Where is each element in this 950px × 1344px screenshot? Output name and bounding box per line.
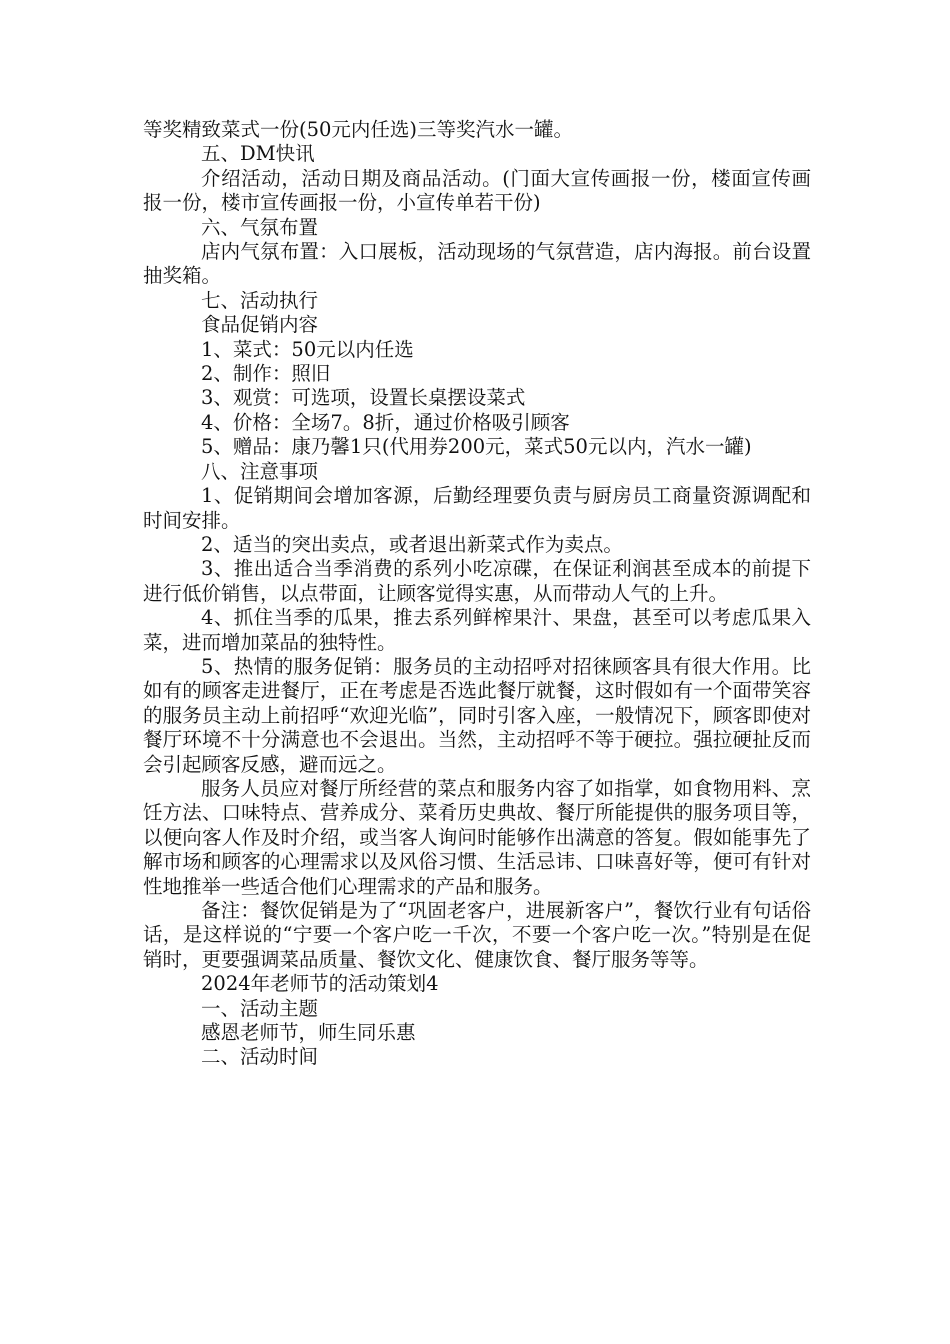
paragraph: 等奖精致菜式一份(50元内任选)三等奖汽水一罐。 (143, 118, 574, 141)
paragraph: 食品促销内容 (201, 313, 319, 337)
section-title: 2024年老师节的活动策划4 (201, 972, 439, 996)
section-heading: 五、DM快讯 (201, 142, 315, 166)
paragraph: 感恩老师节，师生同乐惠 (201, 1021, 416, 1045)
list-item: 5、热情的服务促销：服务员的主动招呼对招徕顾客具有很大作用。比如有的顾客走进餐厅，正在考虑是否选此餐厅就餐，这时假如有一个面带笑容的服务员主动上前招呼“欢迎光临”，同时引客入座，一般情况下，顾客即使对餐厅环境不十分满意也不会退出。当然，主动招呼不等于硬拉。强拉硬扯反而会引起顾客反感，避而远之。 (143, 654, 811, 776)
paragraph: 备注：餐饮促销是为了“巩固老客户，进展新客户”，餐饮行业有句话俗话，是这样说的“宁要一个客户吃一千次，不要一个客户吃一次。”特别是在促销时，更要强调菜品质量、餐饮文化、健康饮食、餐厅服务等等。 (143, 899, 811, 971)
list-item: 1、菜式：50元以内任选 (201, 337, 414, 361)
section-heading: 八、注意事项 (201, 459, 319, 483)
paragraph: 介绍活动，活动日期及商品活动。(门面大宣传画报一份，楼面宣传画报一份，楼市宣传画报一份，小宣传单若干份) (143, 166, 811, 215)
section-heading: 七、活动执行 (201, 288, 319, 312)
section-heading: 六、气氛布置 (201, 215, 319, 239)
list-item: 1、促销期间会增加客源，后勤经理要负责与厨房员工商量资源调配和时间安排。 (143, 484, 811, 532)
list-item: 2、适当的突出卖点，或者退出新菜式作为卖点。 (201, 532, 623, 556)
paragraph: 服务人员应对餐厅所经营的菜点和服务内容了如指掌，如食物用料、烹饪方法、口味特点、营养成分、菜肴历史典故、餐厅所能提供的服务项目等，以便向客人作及时介绍，或当客人询问时能够作出满意的答复。假如能事先了解市场和顾客的心理需求以及风俗习惯、生活忌讳、口味喜好等，便可有针对性地推举一些适合他们心理需求的产品和服务。 (143, 776, 811, 898)
section-heading: 一、活动主题 (201, 996, 319, 1020)
list-item: 3、观赏：可选项，设置长桌摆设菜式 (201, 386, 526, 410)
paragraph: 店内气氛布置：入口展板，活动现场的气氛营造，店内海报。前台设置抽奖箱。 (143, 240, 811, 288)
list-item: 2、制作：照旧 (201, 362, 331, 386)
list-item: 4、价格：全场7。8折，通过价格吸引顾客 (201, 410, 570, 434)
document-body (143, 118, 811, 1070)
section-heading: 二、活动时间 (201, 1045, 319, 1069)
list-item: 3、推出适合当季消费的系列小吃凉碟，在保证利润甚至成本的前提下进行低价销售，以点带面，让顾客觉得实惠，从而带动人气的上升。 (143, 557, 811, 605)
list-item: 4、抓住当季的瓜果，推去系列鲜榨果汁、果盘，甚至可以考虑瓜果入菜，进而增加菜品的独特性。 (143, 606, 811, 654)
list-item: 5、赠品：康乃馨1只(代用券200元，菜式50元以内，汽水一罐) (201, 435, 752, 459)
